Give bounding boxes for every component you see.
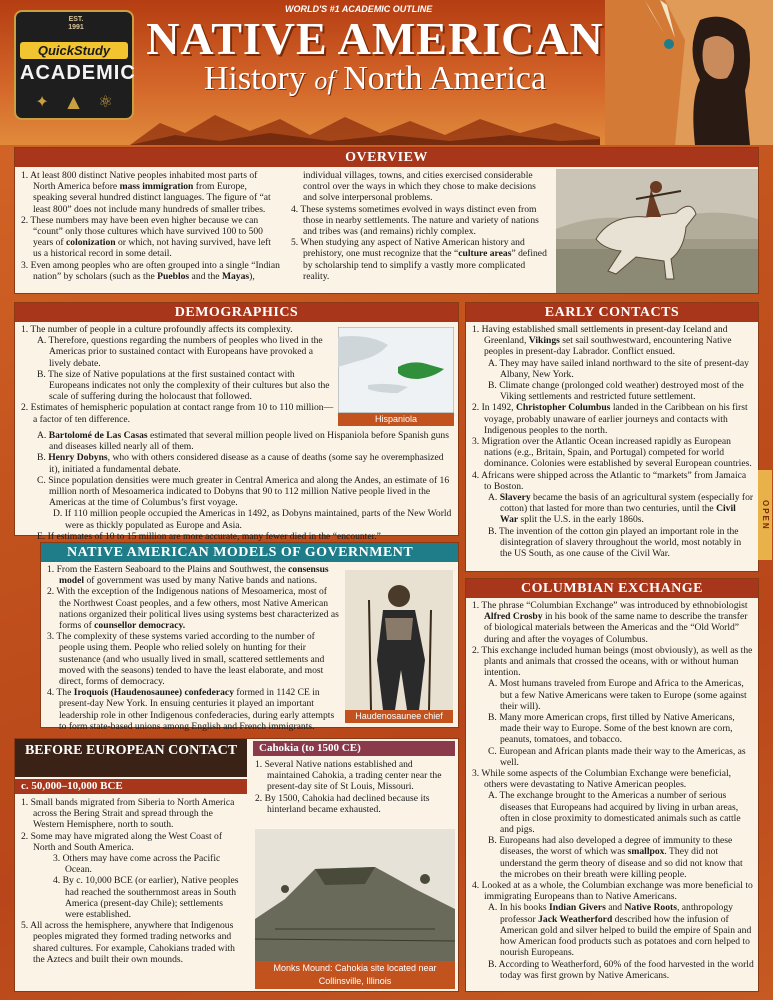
text-run: 4. Looked at as a whole, the Columbian exchange was more beneficial to immigrating Europeans than to Native Americans. xyxy=(472,880,753,903)
government-panel xyxy=(40,542,459,732)
list-item xyxy=(21,475,453,509)
bold-term: Vikings xyxy=(528,335,560,347)
text-run: B. Climate change (prolonged cold weather) destroyed most of the Viking settlements and restricted future settlement. xyxy=(488,380,744,403)
text-run: 5. When studying any aspect of Native American history and prehistory, one must recognize that the “ xyxy=(291,237,525,260)
bold-term: Pueblos xyxy=(157,270,190,282)
logo-academic: ACADEMIC xyxy=(20,62,136,84)
list-item xyxy=(472,880,754,902)
government-list xyxy=(47,564,341,732)
list-item xyxy=(21,335,335,369)
text-run: C. European and African plants made their way to the Americas, as well. xyxy=(488,745,746,768)
list-item xyxy=(47,687,341,732)
text-run: . They did not understand the germ theory of disease and so did not know that the microbes on their breath were killing people. xyxy=(500,846,743,880)
quickstudy-logo xyxy=(14,10,134,120)
native-woman-portrait-image xyxy=(605,0,773,145)
list-item xyxy=(472,492,754,526)
text-run: 1. The number of people in a culture profoundly affects its complexity. xyxy=(21,324,293,335)
text-run: B. According to Weatherford, 60% of the food harvested in the world today was first grown by Native Americans. xyxy=(488,958,754,981)
text-run: B. Europeans had also developed a degree of immunity to these diseases, the worst of which was xyxy=(488,835,733,858)
text-run: 2. Some may have migrated along the West Coast of North and South America. xyxy=(21,830,223,853)
text-run: 3. Others may have come across the Pacific Ocean. xyxy=(53,853,221,876)
list-item xyxy=(255,759,455,793)
list-item xyxy=(472,835,754,880)
logo-icons xyxy=(26,92,122,111)
list-item xyxy=(21,831,243,853)
text-run: 3. Even among peoples who are often grouped into a single “Indian nation” by scholars (such as the xyxy=(21,259,280,282)
list-item xyxy=(21,452,453,474)
text-run: split the U.S. in the early 1860s. xyxy=(518,514,644,526)
bold-term: counsellor democracy. xyxy=(94,620,186,632)
list-item xyxy=(21,853,243,875)
bold-term: Jack Weatherford xyxy=(538,913,613,925)
cahokia-heading: Cahokia (to 1500 CE) xyxy=(253,741,455,756)
text-run: 1. The phrase “Columbian Exchange” was introduced by ethnobiologist xyxy=(472,600,748,611)
columbian-exchange-heading: COLUMBIAN EXCHANGE xyxy=(466,579,758,598)
text-run: ” defined by scholarship tend to simplify a vastly more complicated reality. xyxy=(303,248,547,282)
government-caption: Haudenosaunee chief xyxy=(345,710,453,723)
overview-list xyxy=(21,170,551,292)
text-run: 2. These numbers may have been even higher because we can “count” only those cultures which have survived 100 to 500 years of xyxy=(21,214,263,249)
text-run: A. The exchange brought to the Americas a number of serious diseases that Europeans had acquired by living in urban areas, often in close proximity to domesticated animals such as cattle and pigs. xyxy=(488,790,741,836)
list-item xyxy=(472,470,754,492)
text-run: 1. From the Eastern Seaboard to the Plains and Southwest, the xyxy=(47,564,289,575)
text-run: , anthropology professor xyxy=(500,902,733,925)
columbian-exchange-panel xyxy=(465,578,759,992)
graduation-cap-icon: ▲ xyxy=(67,92,80,111)
bold-term: Christopher Columbus xyxy=(515,402,611,414)
list-item xyxy=(21,531,453,542)
list-item xyxy=(47,586,341,631)
list-item xyxy=(472,380,754,402)
list-item xyxy=(255,793,455,815)
overview-heading: OVERVIEW xyxy=(15,148,758,167)
text-run: A. xyxy=(488,492,500,504)
list-item xyxy=(291,204,551,238)
list-item xyxy=(21,920,243,965)
list-item xyxy=(472,712,754,746)
text-run: D. If 110 million people occupied the Americas in 1492, as Dobyns maintained, parts of the New World were as thickly populated as Europe and Asia. xyxy=(53,508,452,531)
text-run: landed in the Caribbean on his first voyage, probably unaware of earlier journeys and contacts with Indigenous peoples to the north. xyxy=(484,402,748,436)
open-tab[interactable]: OPEN xyxy=(758,470,772,560)
bold-term: culture areas xyxy=(458,248,512,260)
bold-term: mass immigration xyxy=(119,181,194,193)
text-run: ), individual villages, towns, and cities exercised considerable control over the ways in which they chose to make decisions and solve interpersonal problems. xyxy=(249,170,536,282)
list-item xyxy=(472,645,754,679)
list-item xyxy=(21,797,243,831)
logo-quickstudy: QuickStudy xyxy=(20,42,128,59)
page-title: NATIVE AMERICAN xyxy=(146,13,604,64)
text-run: 3. The complexity of these systems varied according to the number of people using them. People who relied solely on hunting for their sustenance (and who usually lived in small, scattered settlements and moved with the seasons) tended to have the least elaborate, and most direct, forms of democracy. xyxy=(47,631,325,688)
text-run: of government was used by many Native bands and nations. xyxy=(84,575,318,587)
text-run: 1. Small bands migrated from Siberia to North America across the Bering Strait and spread through the Western Hemisphere, north to south. xyxy=(21,797,235,831)
list-item xyxy=(21,508,453,530)
text-run: A. They may have sailed inland northward to the site of present-day Albany, New York. xyxy=(488,357,749,380)
lightbulb-icon: ✦ xyxy=(35,92,49,111)
text-run: A. In his books xyxy=(488,902,550,914)
list-item xyxy=(47,631,341,687)
demographics-heading: DEMOGRAPHICS xyxy=(15,303,458,322)
list-item xyxy=(472,746,754,768)
bold-term: Bartolomé de Las Casas xyxy=(48,430,148,441)
text-run: 2. With the exception of the Indigenous nations of Mesoamerica, most of the Northwest Coast peoples, and a few others, most Native American nations organized their political lives using systems best characterized as forms of xyxy=(47,586,339,632)
text-run: 4. By c. 10,000 BCE (or earlier), Native peoples had reached the southernmost areas in South America (present-day Chile); settlements were established. xyxy=(53,875,239,921)
text-run: C. Since population densities were much greater in Central America and along the Andes, an estimate of 16 million north of Mesoamerica indicated to Dobyns that 90 to 112 million Native people lived in the Americas at the time of Columbus’s first voyage. xyxy=(37,474,450,509)
bold-term: colonization xyxy=(66,237,116,249)
header-banner xyxy=(0,0,773,145)
monks-mound-caption: Monks Mound: Cahokia site located near Collinsville, Illinois xyxy=(255,961,455,989)
text-run: 4. Africans were shipped across the Atlantic to “markets” from Jamaica to Boston. xyxy=(472,469,747,492)
list-item xyxy=(472,678,754,712)
atom-icon: ⚛ xyxy=(98,92,113,111)
list-item xyxy=(472,790,754,835)
demographics-panel xyxy=(14,302,459,542)
demographics-list-bottom xyxy=(21,430,453,542)
text-run: in his book of the same name to describe the transfer of biological materials between the Americas and the “Old World” during and after the voyages of Columbus. xyxy=(484,611,748,645)
map-caption: Hispaniola xyxy=(338,413,454,426)
early-contacts-panel xyxy=(465,302,759,572)
text-run: B. The invention of the cotton gin played an important role in the disintegration of slavery throughout the world, most notably in the US South, as one cause of the Civil War. xyxy=(488,525,742,560)
text-run: estimated that several million people lived on Hispaniola before Spanish guns and diseases killed nearly all of them. xyxy=(49,430,449,453)
before-contact-panel xyxy=(14,738,459,992)
text-run: E. If estimates of 10 to 15 million are more accurate, many fewer died in the “encounter.” xyxy=(37,530,381,542)
list-item xyxy=(472,324,754,358)
list-item xyxy=(472,768,754,790)
before-contact-heading: BEFORE EUROPEAN CONTACT xyxy=(15,739,247,777)
overview-panel xyxy=(14,147,759,294)
list-item xyxy=(472,402,754,436)
bold-term: Native Roots xyxy=(624,902,677,914)
text-run: B. xyxy=(37,452,49,464)
list-item xyxy=(21,324,335,335)
list-item xyxy=(47,564,341,586)
list-item xyxy=(291,237,551,282)
logo-est: EST. 1991 xyxy=(68,16,84,31)
list-item xyxy=(472,526,754,560)
text-run: 5. All across the hemisphere, anywhere that Indigenous peoples migrated they formed trading networks and shared cultures. For example, Cahokians traded with the Aztecs and built their own mounds. xyxy=(21,920,235,965)
early-contacts-heading: EARLY CONTACTS xyxy=(466,303,758,322)
bold-term: Slavery xyxy=(499,492,531,504)
text-run: 3. While some aspects of the Columbian Exchange were beneficial, others were devastating to Native American peoples. xyxy=(472,768,732,791)
page-subtitle xyxy=(140,60,610,98)
list-item xyxy=(21,369,335,403)
list-item xyxy=(21,170,281,215)
bold-term: Mayas xyxy=(221,270,250,282)
text-run: A. Most humans traveled from Europe and Africa to the Americas, but a few Native Americans were taken to Europe (some against their will). xyxy=(488,678,747,712)
text-run: or which, not having survived, have left us a historical record in some detail. xyxy=(33,237,271,260)
list-item xyxy=(21,875,243,920)
text-run: B. Many more American crops, first tilled by Native Americans, made their way to Europe. Some of the best known are corn, peanuts, tomatoes, and tobacco. xyxy=(488,712,735,746)
list-item xyxy=(21,215,281,260)
text-run: B. The size of Native populations at the first sustained contact with Europeans indicates not only the complexity of their cultures but also the scale of suffering during the holocaust that followed. xyxy=(37,368,330,403)
subtitle-b: of xyxy=(314,66,335,95)
text-run: 2. This exchange included human beings (most obviously), as well as the plants and animals that crossed the oceans, with or without human intention. xyxy=(472,644,753,679)
text-run: became the basis of an agricultural system (especially for cotton) that lasted for more than two centuries, until the xyxy=(500,492,754,515)
bold-term: consensus model xyxy=(59,564,329,587)
list-item xyxy=(472,902,754,958)
before-contact-list xyxy=(21,797,243,991)
haudenosaunee-chief-image xyxy=(345,570,453,718)
text-run: set sail southwestward, encountering Native peoples in present-day Labrador. Conflict ensued. xyxy=(484,335,732,358)
monks-mound-image xyxy=(255,829,455,961)
text-run: 4. These systems sometimes evolved in ways distinct even from those in nearby settlements. The nature and variety of nations and tribes was (and remains) richly complex. xyxy=(291,203,539,238)
bold-term: Alfred Crosby xyxy=(484,611,543,623)
text-run: from Europe, speaking several hundred distinct languages. The figure of “at least 800” does not include many hundreds of smaller tribes. xyxy=(33,181,271,215)
text-run: A. xyxy=(37,430,49,441)
text-run: 2. By 1500, Cahokia had declined because its hinterland became exhausted. xyxy=(255,792,430,815)
text-run: 2. In 1492, xyxy=(472,402,516,414)
list-item xyxy=(472,358,754,380)
text-run: formed in 1142 CE in present-day New York. In ensuing centuries it played an important leadership role in other Indigenous confederacies, during early attempts to form state-based unions among English and French immigrants. xyxy=(59,687,335,732)
list-item xyxy=(472,600,754,645)
tagline: WORLD'S #1 ACADEMIC OUTLINE xyxy=(285,4,433,14)
text-run: A. Therefore, questions regarding the numbers of peoples who lived in the Americas prior to sustained contact with Europeans have provoked a lively debate. xyxy=(37,335,323,369)
bold-term: Iroquois (Haudenosaunee) confederacy xyxy=(73,687,234,699)
text-run: described how the infusion of American gold and silver helped to build the empire of Spain and how American food products such as potatoes and corn helped to nourish Europeans. xyxy=(500,913,752,959)
text-run: 1. Several Native nations established and maintained Cahokia, a trading center near the present-day site of St Louis, Missouri. xyxy=(255,759,442,793)
text-run: 2. Estimates of hemispheric population at contact range from 10 to 110 million—a factor of ten difference. xyxy=(21,402,334,425)
text-run: 3. Migration over the Atlantic Ocean increased rapidly as European nations (e.g., Britain, Spain, and Portugal) competed for world dominance. Colonies were established by several European countries. xyxy=(472,436,752,470)
bold-term: Civil War xyxy=(500,503,736,526)
text-run: 1. At least 800 distinct Native peoples inhabited most parts of North America before xyxy=(21,170,258,193)
bold-term: smallpox xyxy=(627,846,665,858)
warrior-on-horse-image xyxy=(556,169,758,293)
bold-term: Indian Givers xyxy=(549,902,606,914)
text-run: 4. The xyxy=(47,687,74,699)
demographics-list-top xyxy=(21,324,335,430)
list-item xyxy=(21,430,453,452)
list-item xyxy=(472,436,754,470)
bold-term: Henry Dobyns xyxy=(48,452,108,464)
cahokia-list xyxy=(255,759,455,827)
text-run: and xyxy=(605,902,625,914)
columbian-exchange-list xyxy=(472,600,754,990)
government-heading: NATIVE AMERICAN MODELS OF GOVERNMENT xyxy=(41,543,458,562)
list-item xyxy=(472,959,754,981)
text-run: , who with others considered disease as a cause of deaths (some say he overemphasized it), initiated a fundamental debate. xyxy=(49,452,444,475)
text-run: 1. Having established small settlements in present-day Iceland and Greenland, xyxy=(472,324,728,347)
early-contacts-list xyxy=(472,324,754,570)
subtitle-a: History xyxy=(203,60,315,97)
subtitle-c: North America xyxy=(334,60,547,97)
hispaniola-map-image xyxy=(338,327,454,413)
era-heading: c. 50,000–10,000 BCE xyxy=(15,779,247,794)
text-run: and the xyxy=(189,270,222,282)
list-item xyxy=(21,402,335,424)
